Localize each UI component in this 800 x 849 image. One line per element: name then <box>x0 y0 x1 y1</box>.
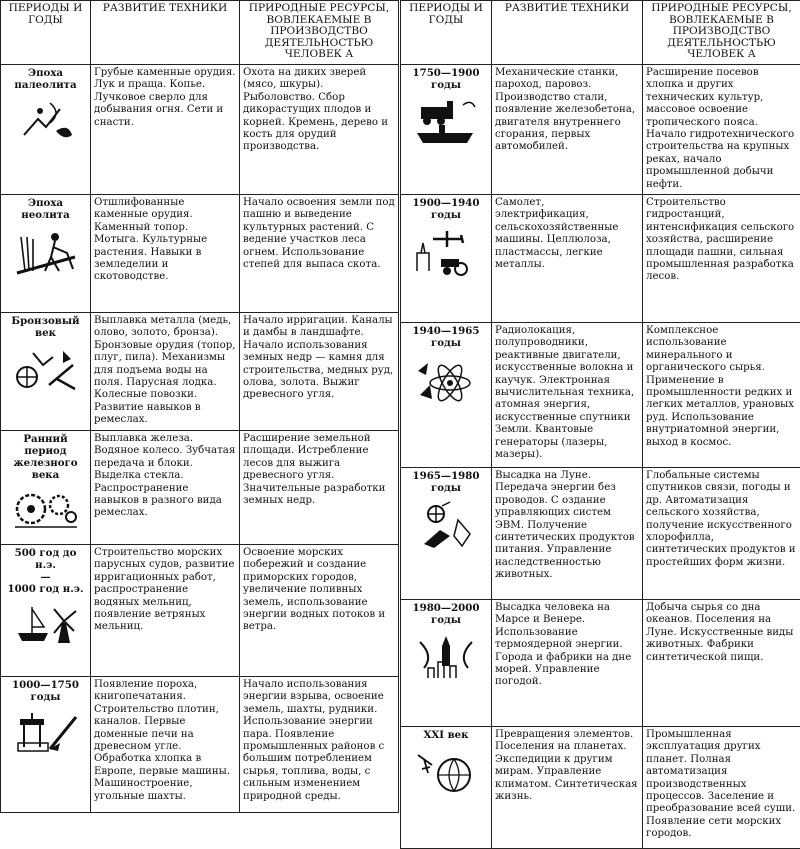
printing-press-musket-icon <box>14 709 78 755</box>
period-cell <box>401 727 492 849</box>
period-name: 1000—1750 годы <box>4 679 87 703</box>
resources-cell: Глобальные системы спутников связи, погоды и др. Автоматизация сельского хозяйства, получение искусственного хлорофилла, синтетических продуктов и простейших форм жизни. <box>643 468 800 600</box>
resources-cell: Начало ирригации. Каналы и дамбы в ландшафте. Начало использования земных недр — камня для строительства, медных руд, олова, золота. Выжиг древесного угля. <box>240 313 399 431</box>
table-row <box>401 727 800 849</box>
resources-cell: Строительство гидростанций, интенсификация сельского хозяйства, расширение площади пашни, сильная промышленная разработка лесов. <box>643 195 800 323</box>
tech-cell: Высадка человека на Марсе и Венере. Использование термоядерной энергии. Города и фабрики на дне морей. Управление погодой. <box>492 600 643 727</box>
history-table-left <box>0 0 399 813</box>
table-row <box>1 677 399 813</box>
chariot-plough-icon <box>13 345 79 395</box>
tech-cell: Появление пороха, книгопечатания. Строительство плотин, каналов. Первые доменные печи на древесном угле. Обработка хлопка в Европе, первые машины. Машиностроение, угольные шахты. <box>91 677 240 813</box>
period-name: 500 год до н.э. — 1000 год н.э. <box>4 547 87 595</box>
period-cell <box>401 600 492 727</box>
period-name: XXI век <box>404 729 488 741</box>
tech-cell: Выплавка металла (медь, олово, золото, бронза). Бронзовые орудия (топор, плуг, пила). Механизмы для подъема воды на поля. Парусная лодка. Колесные повозки. Развитие навыков в ремеслах. <box>91 313 240 431</box>
period-name: Бронзовый век <box>4 315 87 339</box>
period-cell <box>401 195 492 323</box>
water-wheel-gears-icon <box>13 487 79 531</box>
period-cell <box>401 323 492 468</box>
header-periods: ПЕРИОДЫ И ГОДЫ <box>1 1 91 65</box>
header-resources: ПРИРОДНЫЕ РЕСУРСЫ, ВОВЛЕКАЕМЫЕ В ПРОИЗВОДСТВО ДЕЯТЕЛЬНОСТЬЮ ЧЕЛОВЕК А <box>643 1 800 65</box>
table-row <box>1 545 399 677</box>
tech-cell: Строительство морских парусных судов, развитие ирригационных работ, распространение водяных мельниц, появление ветряных мельниц. <box>91 545 240 677</box>
period-cell <box>1 677 91 813</box>
period-cell <box>1 195 91 313</box>
resources-cell: Освоение морских побережий и создание приморских городов, увеличение поливных земель, использование энергии водных потоков и ветра. <box>240 545 399 677</box>
header-tech: РАЗВИТИЕ ТЕХНИКИ <box>91 1 240 65</box>
period-cell <box>1 431 91 545</box>
table-row <box>1 65 399 195</box>
table-row <box>401 468 800 600</box>
tech-cell: Самолет, электрификация, сельскохозяйственные машины. Целлюлоза, пластмассы, легкие металлы. <box>492 195 643 323</box>
resources-cell: Охота на диких зверей (мясо, шкуры). Рыболовство. Сбор дикорастущих плодов и корней. Кремень, дерево и кость для орудий производства. <box>240 65 399 195</box>
period-name: Эпоха палеолита <box>4 67 87 91</box>
hunter-icon <box>16 97 76 141</box>
period-name: 1900—1940 годы <box>404 197 488 221</box>
table-row <box>1 195 399 313</box>
history-table-right <box>400 0 800 849</box>
steam-locomotive-ship-icon <box>413 97 479 147</box>
tech-cell: Грубые каменные орудия. Лук и праща. Копье. Лучковое сверло для добывания огня. Сети и снасти. <box>91 65 240 195</box>
period-name: 1940—1965 годы <box>404 325 488 349</box>
table-row <box>1 313 399 431</box>
header-resources: ПРИРОДНЫЕ РЕСУРСЫ, ВОВЛЕКАЕМЫЕ В ПРОИЗВОДСТВО ДЕЯТЕЛЬНОСТЬЮ ЧЕЛОВЕК А <box>240 1 399 65</box>
tech-cell: Радиолокация, полупроводники, реактивные двигатели, искусственные волокна и каучук. Электронная вычислительная техника, атомная энергия, искусственные спутники Земли. Квантовые генераторы (лазеры, мазеры). <box>492 323 643 468</box>
resources-cell: Промышленная эксплуатация других планет. Полная автоматизация производственных процессов. Заселение и преобразование всей суши. Появление сети морских городов. <box>643 727 800 849</box>
tech-cell: Высадка на Луне. Передача энергии без проводов. С оздание управляющих систем ЭВМ. Получение синтетических продуктов питания. Управление наследственностью животных. <box>492 468 643 600</box>
resources-cell: Добыча сырья со дна океанов. Поселения на Луне. Искусственные виды животных. Фабрики синтетической пищи. <box>643 600 800 727</box>
table-row <box>401 195 800 323</box>
table-row <box>1 431 399 545</box>
table-row <box>401 323 800 468</box>
table-row <box>401 600 800 727</box>
tech-cell: Превращения элементов. Поселения на планетах. Экспедиции к другим мирам. Управление климатом. Синтетическая жизнь. <box>492 727 643 849</box>
period-cell <box>1 313 91 431</box>
rocket-city-icon <box>414 632 478 680</box>
period-name: 1980—2000 годы <box>404 602 488 626</box>
globe-comet-icon <box>414 747 478 797</box>
windmill-ship-icon <box>14 601 78 645</box>
resources-cell: Расширение земельной площади. Истребление лесов для выжига древесного угля. Значительные разработки земных недр. <box>240 431 399 545</box>
tech-cell: Механические станки, пароход, паровоз. Производство стали, появление железобетона, двигателя внутреннего сгорания, первых автомобилей. <box>492 65 643 195</box>
period-cell <box>401 65 492 195</box>
header-tech: РАЗВИТИЕ ТЕХНИКИ <box>492 1 643 65</box>
resources-cell: Начало освоения земли под пашню и выведение культурных растений. С ведение участков леса огнем. Использование степей для выпаса скота. <box>240 195 399 313</box>
atom-satellite-icon <box>414 355 478 407</box>
table-row <box>401 65 800 195</box>
satellite-flask-icon <box>414 500 478 550</box>
period-name: 1965—1980 годы <box>404 470 488 494</box>
resources-cell: Расширение посевов хлопка и других технических культур, массовое освоение тропического пояса. Начало гидротехнического строительства на крупных реках, начало промышленной добычи нефти. <box>643 65 800 195</box>
farmer-hoe-icon <box>15 227 77 277</box>
airplane-tractor-icon <box>413 227 479 277</box>
period-name: Ранний период железного века <box>4 433 87 481</box>
period-cell <box>1 545 91 677</box>
period-cell <box>1 65 91 195</box>
resources-cell: Комплексное использование минерального и органического сырья. Применение в промышленности редких и легких металлов, урановых руд. Использование внутриатомной энергии, выход в космос. <box>643 323 800 468</box>
resources-cell: Начало использования энергии взрыва, освоение земель, шахты, рудники. Использование энергии пара. Появление промышленных районов с большим потреблением сырья, топлива, воды, с сильным изменением природной среды. <box>240 677 399 813</box>
period-name: Эпоха неолита <box>4 197 87 221</box>
header-periods: ПЕРИОДЫ И ГОДЫ <box>401 1 492 65</box>
tech-cell: Отшлифованные каменные орудия. Каменный топор. Мотыга. Культурные растения. Навыки в земледелии и скотоводстве. <box>91 195 240 313</box>
period-cell <box>401 468 492 600</box>
tech-cell: Выплавка железа. Водяное колесо. Зубчатая передача и блоки. Выделка стекла. Распространение навыков в разного вида ремеслах. <box>91 431 240 545</box>
period-name: 1750—1900 годы <box>404 67 488 91</box>
